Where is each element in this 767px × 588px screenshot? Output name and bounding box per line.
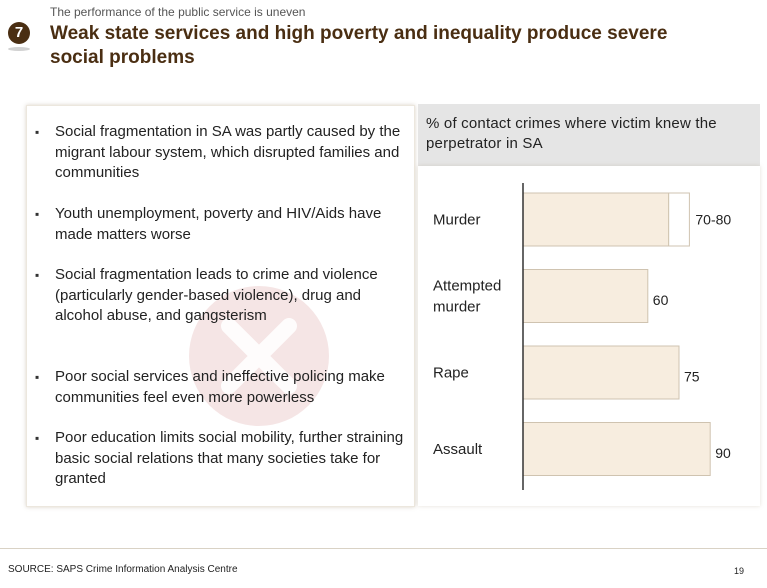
slide-number-badge: 7 <box>8 22 30 44</box>
bar <box>523 346 679 399</box>
chart-header <box>418 104 760 166</box>
source-note: SOURCE: SAPS Crime Information Analysis Centre <box>8 564 238 575</box>
bullet-item: ▪ Youth unemployment, poverty and HIV/Aids have made matters worse <box>55 204 405 245</box>
bar <box>523 423 710 476</box>
badge-shadow <box>8 47 30 51</box>
bullet-item: ▪ Social fragmentation in SA was partly caused by the migrant labour system, which disrupted families and communities <box>55 122 405 184</box>
data-label: 75 <box>684 368 700 385</box>
bullet-list <box>27 106 414 506</box>
bullet-item: ▪ Poor education limits social mobility, further straining basic social relations that many societies take for granted <box>55 428 405 490</box>
slide-subtitle: The performance of the public service is uneven <box>50 5 306 19</box>
category-label: Murder <box>433 211 481 229</box>
slide-title: Weak state services and high poverty and inequality produce severe social problems <box>50 23 668 68</box>
bullet-panel <box>26 105 415 507</box>
bullet-item: ▪ Poor social services and ineffective policing make communities feel even more powerless <box>55 367 405 408</box>
footer-rule <box>0 548 767 549</box>
bar <box>523 193 669 246</box>
category-label: Assault <box>433 441 483 458</box>
chart-title: % of contact crimes where victim knew the perpetrator in SA <box>426 115 717 152</box>
page-number: 19 <box>734 566 745 576</box>
bullet-item: ▪ Social fragmentation leads to crime and violence (particularly gender-based violence), drug and alcohol abuse, and gangsterism <box>55 265 405 327</box>
data-label: 90 <box>715 445 731 461</box>
bar-chart <box>418 166 760 506</box>
data-label: 70-80 <box>695 211 732 228</box>
data-label: 60 <box>652 292 669 308</box>
category-label: Rape <box>433 364 469 382</box>
bar <box>523 270 648 323</box>
chart-area <box>418 166 760 506</box>
category-label: Attempted murder <box>433 277 502 316</box>
bar-range-extension <box>669 193 690 246</box>
